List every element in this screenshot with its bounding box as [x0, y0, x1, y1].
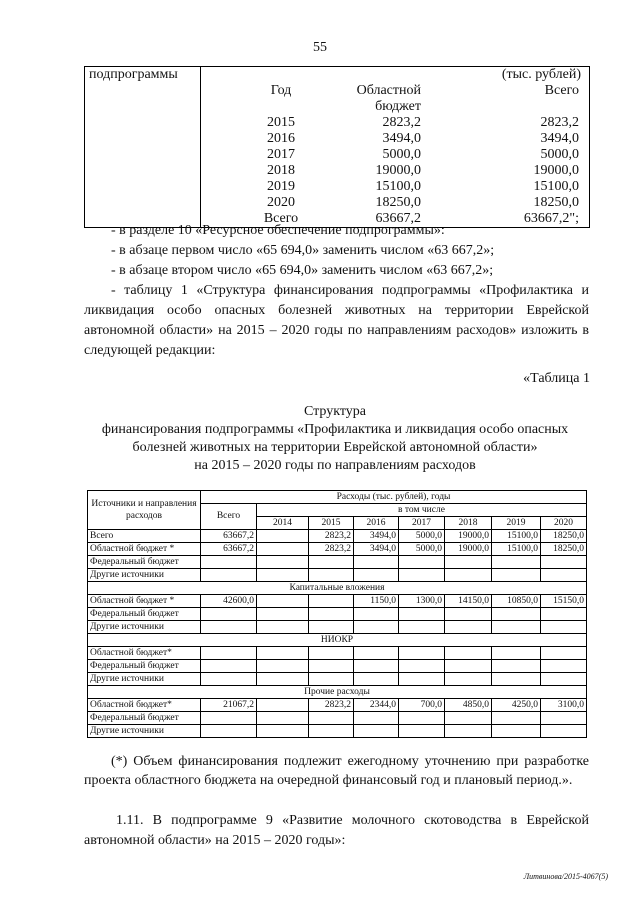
table-row [88, 647, 587, 660]
year-header: 2014 [257, 517, 309, 530]
table-cell: 14150,0 [445, 595, 492, 608]
table-cell [309, 608, 354, 621]
table-cell [257, 608, 309, 621]
table-cell [541, 556, 587, 569]
paragraph-subprogram-9: 1.11. В подпрограмме 9 «Развитие молочного скотоводства в Еврейской автономной области» на 2015 – 2020 годы»: [84, 813, 589, 848]
table-cell [257, 556, 309, 569]
table-cell [445, 660, 492, 673]
summary-cell: 19000,0 [533, 163, 579, 178]
table-cell [309, 673, 354, 686]
table-cell [492, 647, 541, 660]
summary-cell: 63667,2 [375, 211, 421, 226]
head-expenses: Расходы (тыс. рублей), годы [201, 491, 587, 504]
table-cell [309, 660, 354, 673]
summary-cell: 2019 [267, 179, 295, 194]
table-cell [445, 712, 492, 725]
table-cell: 15100,0 [492, 530, 541, 543]
summary-cell: 3494,0 [540, 131, 579, 146]
table-cell [541, 712, 587, 725]
table-cell [492, 673, 541, 686]
table-row [88, 621, 587, 634]
summary-cell: 63667,2"; [523, 211, 579, 226]
table-cell [492, 608, 541, 621]
table-cell [541, 673, 587, 686]
table-row [88, 712, 587, 725]
table-cell [354, 608, 399, 621]
title-line-1: Структура [303, 404, 367, 419]
table-cell [201, 556, 257, 569]
table-cell [399, 660, 445, 673]
row-label: Другие источники [88, 621, 201, 634]
table-cell [201, 673, 257, 686]
paragraph-first-abstract: - в абзаце первом число «65 694,0» заменить числом «63 667,2»; [111, 243, 495, 258]
table-cell [445, 556, 492, 569]
table-cell: 2344,0 [354, 699, 399, 712]
table-cell [541, 569, 587, 582]
table-cell: 21067,2 [201, 699, 257, 712]
paragraph-second-abstract: - в абзаце втором число «65 694,0» заменить числом «63 667,2»; [111, 263, 494, 278]
table-cell [354, 621, 399, 634]
table-cell [201, 621, 257, 634]
table-cell [354, 712, 399, 725]
paragraph-resource: - в разделе 10 «Ресурсное обеспечение подпрограммы»: [111, 223, 445, 238]
table-cell [492, 725, 541, 738]
summary-values-cell [201, 67, 590, 228]
table-cell [201, 569, 257, 582]
table-cell [201, 608, 257, 621]
table-cell [354, 569, 399, 582]
table-cell: 63667,2 [201, 543, 257, 556]
table-cell [201, 725, 257, 738]
summary-cell: 2015 [267, 115, 295, 130]
summary-label-cell: подпрограммы [85, 67, 201, 228]
table-cell [399, 673, 445, 686]
table-cell: 15150,0 [541, 595, 587, 608]
table-cell [309, 647, 354, 660]
table-cell [445, 647, 492, 660]
table-cell [445, 673, 492, 686]
table-cell: 15100,0 [492, 543, 541, 556]
table-cell: 5000,0 [399, 530, 445, 543]
table-row [88, 595, 587, 608]
footer-signature: Литвинова/2015-4067(5) [523, 872, 608, 881]
table-cell [445, 621, 492, 634]
table-cell [309, 621, 354, 634]
summary-cell: 3494,0 [382, 131, 421, 146]
row-label: Федеральный бюджет [88, 712, 201, 725]
year-header: 2019 [492, 517, 541, 530]
section-capital: Капитальные вложения [88, 582, 587, 595]
table-cell: 18250,0 [541, 530, 587, 543]
table-cell [492, 712, 541, 725]
table-cell [257, 647, 309, 660]
table-cell [354, 673, 399, 686]
table-cell [257, 621, 309, 634]
table-cell [257, 530, 309, 543]
summary-cell: 15100,0 [533, 179, 579, 194]
section-niokr: НИОКР [88, 634, 587, 647]
table-row [88, 660, 587, 673]
row-label: Всего [88, 530, 201, 543]
year-header: 2017 [399, 517, 445, 530]
row-label: Областной бюджет * [88, 543, 201, 556]
table-cell [257, 673, 309, 686]
table-cell: 3494,0 [354, 543, 399, 556]
table-cell: 4850,0 [445, 699, 492, 712]
row-label: Федеральный бюджет [88, 608, 201, 621]
table-row [88, 556, 587, 569]
footnote: (*) Объем финансирования подлежит ежегодному уточнению при разработке проекта областного бюджета на очередной финансовый год и плановый период.». [84, 754, 589, 788]
table-cell: 1150,0 [354, 595, 399, 608]
table-cell [492, 569, 541, 582]
table-row [88, 608, 587, 621]
row-label: Областной бюджет* [88, 699, 201, 712]
year-header: 2015 [309, 517, 354, 530]
row-label: Федеральный бюджет [88, 556, 201, 569]
table-cell [201, 712, 257, 725]
table-row [88, 569, 587, 582]
table-label: «Таблица 1 [523, 371, 590, 386]
table-row [88, 699, 587, 712]
table-cell: 42600,0 [201, 595, 257, 608]
table-cell [541, 647, 587, 660]
title-line-2: финансирования подпрограммы «Профилактика и ликвидация особо опасных [101, 422, 569, 437]
row-label: Областной бюджет * [88, 595, 201, 608]
paragraph-table-replace: - таблицу 1 «Структура финансирования подпрограммы «Профилактика и ликвидация особо опасных болезней животных на территории Еврейской автономной области» на 2015 – 2020 годы по направлениям расходов» изложить в следующей редакции: [84, 283, 589, 358]
table-cell: 700,0 [399, 699, 445, 712]
table-cell [399, 608, 445, 621]
year-header: 2018 [445, 517, 492, 530]
table-cell [541, 608, 587, 621]
table-cell [257, 699, 309, 712]
table-cell [445, 569, 492, 582]
summary-cell: 2020 [267, 195, 295, 210]
title-line-4: на 2015 – 2020 годы по направлениям расходов [194, 458, 476, 473]
table-cell: 19000,0 [445, 543, 492, 556]
section-other: Прочие расходы [88, 686, 587, 699]
row-label: Другие источники [88, 569, 201, 582]
row-label: Другие источники [88, 725, 201, 738]
summary-cell: 18250,0 [533, 195, 579, 210]
summary-header: Областной бюджет [356, 83, 421, 114]
table-cell [492, 556, 541, 569]
head-including: в том числе [257, 504, 587, 517]
summary-cell: 2017 [267, 147, 295, 162]
table-cell: 10850,0 [492, 595, 541, 608]
summary-header: Всего [544, 83, 579, 98]
table-cell [541, 725, 587, 738]
table-row [88, 530, 587, 543]
table-cell [257, 660, 309, 673]
table-cell [354, 660, 399, 673]
table-cell [445, 725, 492, 738]
summary-cell: 15100,0 [375, 179, 421, 194]
summary-header: Год [270, 83, 292, 98]
row-label: Другие источники [88, 673, 201, 686]
summary-cell: 5000,0 [540, 147, 579, 162]
table-cell: 3494,0 [354, 530, 399, 543]
structure-table [87, 490, 587, 738]
table-cell [257, 725, 309, 738]
year-header: 2020 [541, 517, 587, 530]
table-cell: 2823,2 [309, 530, 354, 543]
table-cell [257, 543, 309, 556]
row-label: Областной бюджет* [88, 647, 201, 660]
table-cell: 3100,0 [541, 699, 587, 712]
row-label: Федеральный бюджет [88, 660, 201, 673]
table-cell [541, 621, 587, 634]
table-cell: 18250,0 [541, 543, 587, 556]
table-cell [399, 621, 445, 634]
table-cell [201, 660, 257, 673]
funding-summary-table [84, 66, 590, 228]
table-cell: 19000,0 [445, 530, 492, 543]
table-cell: 63667,2 [201, 530, 257, 543]
summary-cell: Всего [263, 211, 299, 226]
summary-cell: 18250,0 [375, 195, 421, 210]
table-row [88, 725, 587, 738]
summary-grid [235, 83, 585, 227]
page-number: 55 [313, 40, 327, 55]
summary-cell: 2016 [267, 131, 295, 146]
table-cell [399, 647, 445, 660]
table-cell: 4250,0 [492, 699, 541, 712]
year-header: 2016 [354, 517, 399, 530]
table-cell: 2823,2 [309, 543, 354, 556]
table-cell [492, 621, 541, 634]
table-cell [541, 660, 587, 673]
table-cell: 2823,2 [309, 699, 354, 712]
table-cell [309, 556, 354, 569]
summary-cell: 2018 [267, 163, 295, 178]
table-cell [257, 595, 309, 608]
unit-label: (тыс. рублей) [501, 67, 581, 82]
table-cell [309, 595, 354, 608]
table-cell [399, 725, 445, 738]
summary-cell: 5000,0 [382, 147, 421, 162]
table-cell [257, 712, 309, 725]
table-cell [309, 712, 354, 725]
table-cell [445, 608, 492, 621]
head-total: Всего [201, 504, 257, 530]
table-cell [399, 556, 445, 569]
summary-cell: 2823,2 [540, 115, 579, 130]
table-cell [399, 712, 445, 725]
head-sources: Источники и направления расходов [88, 491, 201, 530]
table-cell [354, 647, 399, 660]
summary-cell: 2823,2 [382, 115, 421, 130]
summary-cell: 19000,0 [375, 163, 421, 178]
table-row [88, 673, 587, 686]
table-row [88, 543, 587, 556]
table-cell [309, 725, 354, 738]
table-cell [492, 660, 541, 673]
table-cell [257, 569, 309, 582]
table-cell: 1300,0 [399, 595, 445, 608]
table-cell [354, 725, 399, 738]
table-cell [354, 556, 399, 569]
table-cell: 5000,0 [399, 543, 445, 556]
table-cell [399, 569, 445, 582]
title-line-3: болезней животных на территории Еврейской автономной области» [132, 440, 538, 455]
table-cell [201, 647, 257, 660]
table-cell [309, 569, 354, 582]
